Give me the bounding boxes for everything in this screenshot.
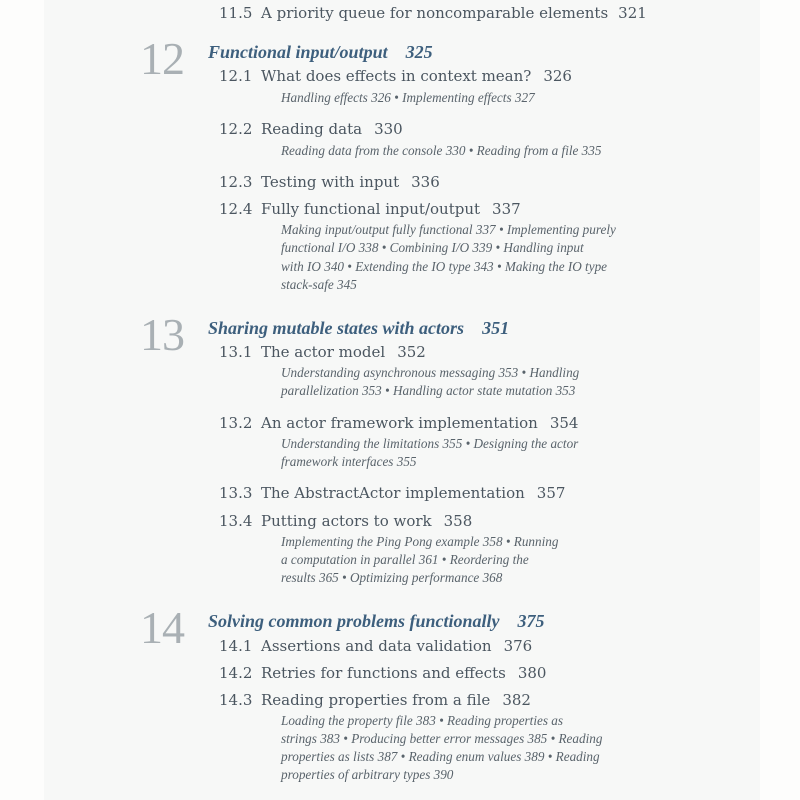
chapter-title bbox=[208, 318, 509, 339]
section-title: An actor framework implementation bbox=[261, 414, 538, 432]
section-title: Putting actors to work bbox=[261, 512, 432, 530]
toc-section bbox=[219, 120, 403, 138]
section-page: 336 bbox=[411, 173, 440, 191]
section-page: 352 bbox=[397, 343, 426, 361]
section-title: Reading data bbox=[261, 120, 363, 138]
chapter-number: 14 bbox=[140, 602, 184, 653]
section-title: The actor model bbox=[261, 343, 386, 361]
section-number: 12.1 bbox=[219, 67, 253, 85]
toc-section bbox=[219, 691, 531, 709]
toc-section bbox=[219, 637, 532, 655]
section-title: Retries for functions and effects bbox=[261, 664, 506, 682]
chapter-page: 351 bbox=[482, 318, 510, 338]
subsection-line: strings 383 • Producing better error messages 385 • Reading bbox=[281, 731, 603, 746]
section-page: 326 bbox=[543, 67, 572, 85]
section-title: A priority queue for noncomparable elements bbox=[261, 4, 609, 22]
chapter-number: 13 bbox=[140, 309, 184, 360]
section-page: 337 bbox=[492, 200, 521, 218]
toc-section bbox=[219, 67, 572, 85]
subsection-line: Handling effects 326 • Implementing effects 327 bbox=[281, 90, 535, 105]
subsection-line: stack-safe 345 bbox=[281, 277, 357, 292]
toc-section bbox=[219, 200, 521, 218]
subsection-line: Understanding asynchronous messaging 353 • Handling bbox=[281, 365, 580, 380]
section-title: Assertions and data validation bbox=[261, 637, 492, 655]
section-page: 321 bbox=[618, 4, 647, 22]
section-number: 12.4 bbox=[219, 200, 253, 218]
subsection-line: a computation in parallel 361 • Reordering the bbox=[281, 552, 529, 567]
subsection-line: properties of arbitrary types 390 bbox=[281, 767, 454, 782]
subsection-line: Implementing the Ping Pong example 358 • Running bbox=[281, 534, 559, 549]
toc-section bbox=[219, 173, 440, 191]
subsection-line: framework interfaces 355 bbox=[281, 454, 417, 469]
section-number: 12.2 bbox=[219, 120, 253, 138]
chapter-title-text: Functional input/output bbox=[208, 42, 388, 62]
subsection-line: Reading data from the console 330 • Reading from a file 335 bbox=[281, 143, 602, 158]
chapter-title-text: Solving common problems functionally bbox=[208, 611, 500, 631]
section-number: 14.2 bbox=[219, 664, 253, 682]
section-number: 14.3 bbox=[219, 691, 253, 709]
toc-section bbox=[219, 484, 565, 502]
subsection-line: parallelization 353 • Handling actor state mutation 353 bbox=[281, 383, 576, 398]
subsection-line: Loading the property file 383 • Reading properties as bbox=[281, 713, 564, 728]
section-number: 13.3 bbox=[219, 484, 253, 502]
section-number: 13.2 bbox=[219, 414, 253, 432]
subsection-line: properties as lists 387 • Reading enum values 389 • Reading bbox=[281, 749, 600, 764]
subsection-line: Understanding the limitations 355 • Designing the actor bbox=[281, 436, 579, 451]
subsection-line: functional I/O 338 • Combining I/O 339 • Handling input bbox=[281, 240, 584, 255]
subsection-line: Making input/output fully functional 337 • Implementing purely bbox=[281, 222, 616, 237]
subsection-line: with IO 340 • Extending the IO type 343 • Making the IO type bbox=[281, 259, 608, 274]
toc-section bbox=[219, 664, 546, 682]
section-title: The AbstractActor implementation bbox=[261, 484, 525, 502]
subsection-line: results 365 • Optimizing performance 368 bbox=[281, 570, 503, 585]
section-number: 12.3 bbox=[219, 173, 253, 191]
chapter-title-text: Sharing mutable states with actors bbox=[208, 318, 465, 338]
section-title: Reading properties from a file bbox=[261, 691, 491, 709]
section-number: 13.1 bbox=[219, 343, 253, 361]
chapter-number: 12 bbox=[140, 33, 184, 84]
section-page: 357 bbox=[536, 484, 566, 502]
section-page: 376 bbox=[503, 637, 533, 655]
section-title: Fully functional input/output bbox=[261, 200, 481, 218]
section-title: Testing with input bbox=[261, 173, 400, 191]
section-page: 382 bbox=[502, 691, 531, 709]
toc-section-11-5 bbox=[219, 4, 647, 22]
chapter-title bbox=[208, 42, 433, 63]
toc-section bbox=[219, 414, 578, 432]
section-number: 11.5 bbox=[219, 4, 253, 22]
section-page: 330 bbox=[374, 120, 403, 138]
section-page: 358 bbox=[443, 512, 473, 530]
chapter-page: 375 bbox=[517, 611, 545, 631]
section-title: What does effects in context mean? bbox=[261, 67, 532, 85]
toc-section bbox=[219, 343, 426, 361]
toc-section bbox=[219, 512, 472, 530]
section-page: 354 bbox=[549, 414, 579, 432]
chapter-page: 325 bbox=[405, 42, 433, 62]
section-number: 14.1 bbox=[219, 637, 253, 655]
section-number: 13.4 bbox=[219, 512, 253, 530]
chapter-title bbox=[208, 611, 545, 632]
section-page: 380 bbox=[517, 664, 547, 682]
